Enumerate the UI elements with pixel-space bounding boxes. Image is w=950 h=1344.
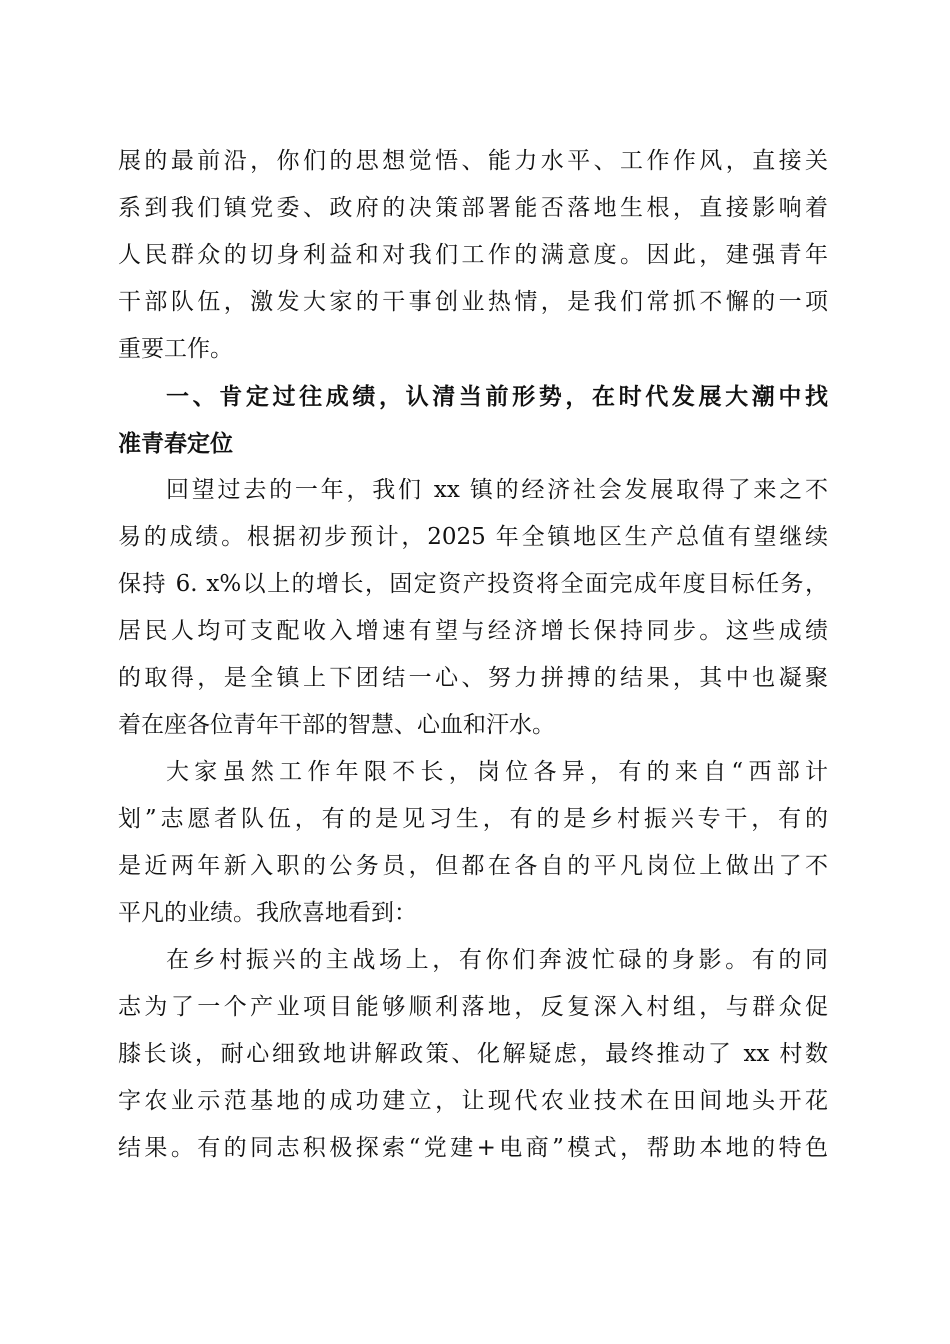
text-line: 划”志愿者队伍，有的是见习生，有的是乡村振兴专干，有的 xyxy=(118,806,828,832)
text-line: 居民人均可支配收入增速有望与经济增长保持同步。这些成绩 xyxy=(118,618,828,644)
text-line: 膝长谈，耐心细致地讲解政策、化解疑虑，最终推动了 xx 村数 xyxy=(118,1041,828,1067)
text-line: 易的成绩。根据初步预计，2025 年全镇地区生产总值有望继续 xyxy=(118,524,828,550)
text-line: 字农业示范基地的成功建立，让现代农业技术在田间地头开花 xyxy=(118,1088,828,1114)
text-line: 是近两年新入职的公务员，但都在各自的平凡岗位上做出了不 xyxy=(118,853,828,879)
text-line: 在乡村振兴的主战场上，有你们奔波忙碌的身影。有的同 xyxy=(166,947,828,973)
heading-line: 一、肯定过往成绩，认清当前形势，在时代发展大潮中找 xyxy=(166,383,828,410)
section-heading xyxy=(118,373,828,467)
text-line: 回望过去的一年，我们 xx 镇的经济社会发展取得了来之不 xyxy=(166,477,828,503)
text-line: 的取得，是全镇上下团结一心、努力拼搏的结果，其中也凝聚 xyxy=(118,665,828,691)
text-line: 志为了一个产业项目能够顺利落地，反复深入村组，与群众促 xyxy=(118,994,828,1020)
text-line: 平凡的业绩。我欣喜地看到： xyxy=(118,900,417,926)
text-line: 大家虽然工作年限不长，岗位各异，有的来自“西部计 xyxy=(166,759,828,785)
text-line: 干部队伍，激发大家的干事创业热情，是我们常抓不懈的一项 xyxy=(118,289,828,315)
text-line: 结果。有的同志积极探索“党建+电商”模式，帮助本地的特色 xyxy=(118,1135,828,1161)
paragraph-rural xyxy=(118,937,828,1172)
text-line: 着在座各位青年干部的智慧、心血和汗水。 xyxy=(118,712,555,738)
text-line: 人民群众的切身利益和对我们工作的满意度。因此，建强青年 xyxy=(118,242,828,268)
paragraph-intro xyxy=(118,138,828,373)
paragraph-cadres xyxy=(118,749,828,937)
text-line: 重要工作。 xyxy=(118,336,233,362)
text-line: 系到我们镇党委、政府的决策部署能否落地生根，直接影响着 xyxy=(118,195,828,221)
text-line: 展的最前沿，你们的思想觉悟、能力水平、工作作风，直接关 xyxy=(118,148,828,174)
heading-line: 准青春定位 xyxy=(118,430,233,457)
paragraph-achievements xyxy=(118,467,828,749)
document-body xyxy=(118,138,828,1172)
text-line: 保持 6. x%以上的增长，固定资产投资将全面完成年度目标任务， xyxy=(118,571,828,597)
